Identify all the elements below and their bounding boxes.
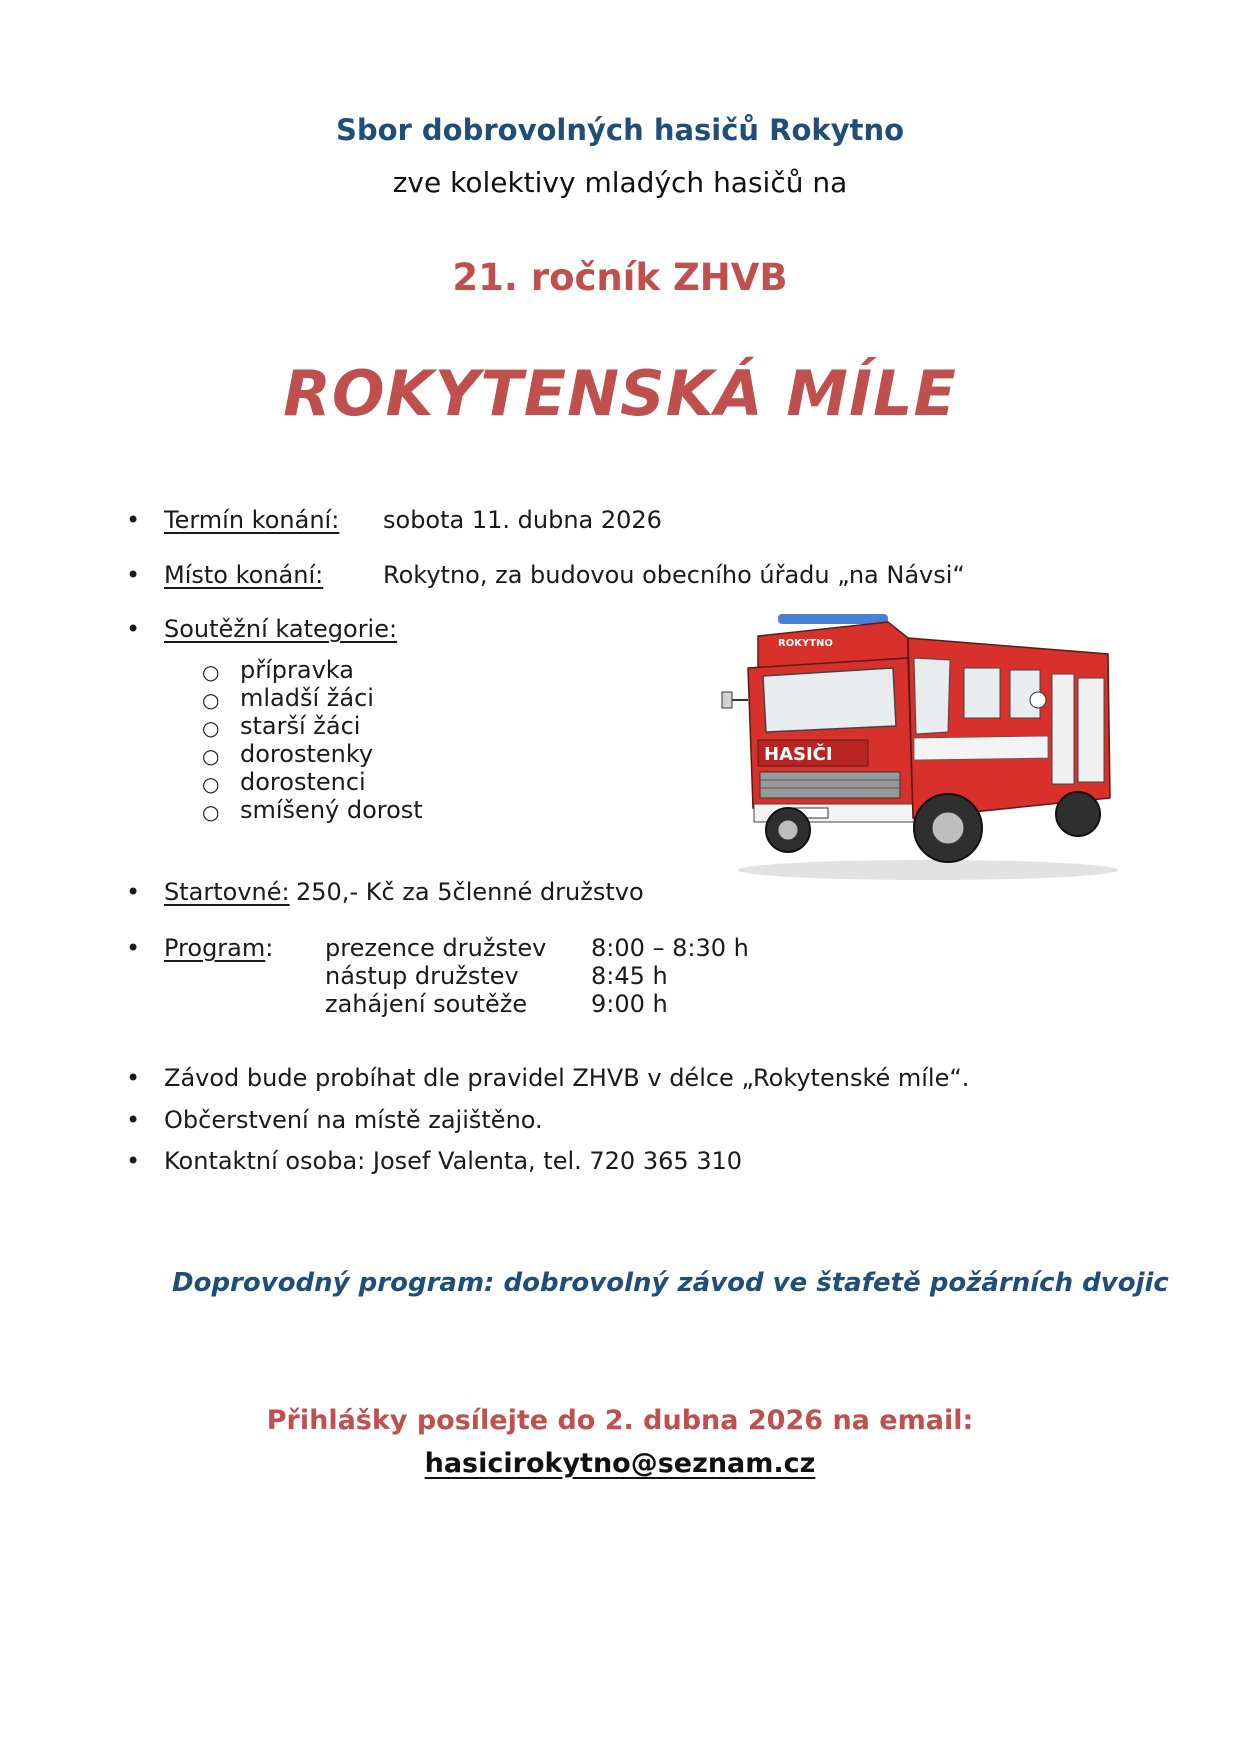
bullet-icon: • [126,934,141,962]
program-item: prezence družstev [325,934,547,962]
date-value: sobota 11. dubna 2026 [383,506,662,534]
circle-bullet-icon: ○ [202,660,220,684]
category-item: dorostenci [240,768,366,796]
bullet-icon: • [126,615,141,643]
program-item: zahájení soutěže [325,990,528,1018]
program-label-group [164,934,273,962]
program-colon: : [265,934,274,962]
refreshment-note: Občerstvení na místě zajištěno. [164,1106,543,1134]
circle-bullet-icon: ○ [202,716,220,740]
circle-bullet-icon: ○ [202,688,220,712]
invitation-line: zve kolektivy mladých hasičů na [392,166,848,199]
rules-note: Závod bude probíhat dle pravidel ZHVB v délce „Rokytenské míle“. [164,1064,970,1092]
bullet-icon: • [126,878,141,906]
truck-roof-text: ROKYTNO [778,638,833,649]
place-value: Rokytno, za budovou obecního úřadu „na Návsi“ [383,561,965,589]
fire-truck-illustration [718,608,1128,884]
bullet-icon: • [126,561,141,589]
circle-bullet-icon: ○ [202,744,220,768]
date-label: Termín konání: [164,506,340,534]
program-time: 8:45 h [591,962,668,990]
bullet-icon: • [126,506,141,534]
contact-note: Kontaktní osoba: Josef Valenta, tel. 720 365 310 [164,1147,743,1175]
event-name: ROKYTENSKÁ MÍLE [283,357,957,430]
bullet-icon: • [126,1147,141,1175]
organizer-title: Sbor dobrovolných hasičů Rokytno [335,113,905,147]
program-label: Program [164,934,266,962]
circle-bullet-icon: ○ [202,800,220,824]
truck-front-text: HASIČI [764,744,833,765]
application-text: Přihlášky posílejte do 2. dubna 2026 na email: [266,1405,974,1436]
bullet-icon: • [126,1106,141,1134]
category-item: dorostenky [240,740,374,768]
fee-label: Startovné: [164,878,290,906]
place-label: Místo konání: [164,561,324,589]
edition-title: 21. ročník ZHVB [452,256,788,299]
category-item: přípravka [240,656,354,684]
bullet-icon: • [126,1064,141,1092]
category-item: mladší žáci [240,684,374,712]
fee-value: 250,- Kč za 5členné družstvo [296,878,644,906]
categories-label: Soutěžní kategorie: [164,615,398,643]
program-time: 8:00 – 8:30 h [591,934,749,962]
program-item: nástup družstev [325,962,519,990]
program-time: 9:00 h [591,990,668,1018]
email-link[interactable]: hasicirokytno@seznam.cz [424,1448,816,1479]
circle-bullet-icon: ○ [202,772,220,796]
accompanying-program: Doprovodný program: dobrovolný závod ve štafetě požárních dvojic [172,1268,1169,1298]
category-item: starší žáci [240,712,361,740]
category-item: smíšený dorost [240,796,423,824]
